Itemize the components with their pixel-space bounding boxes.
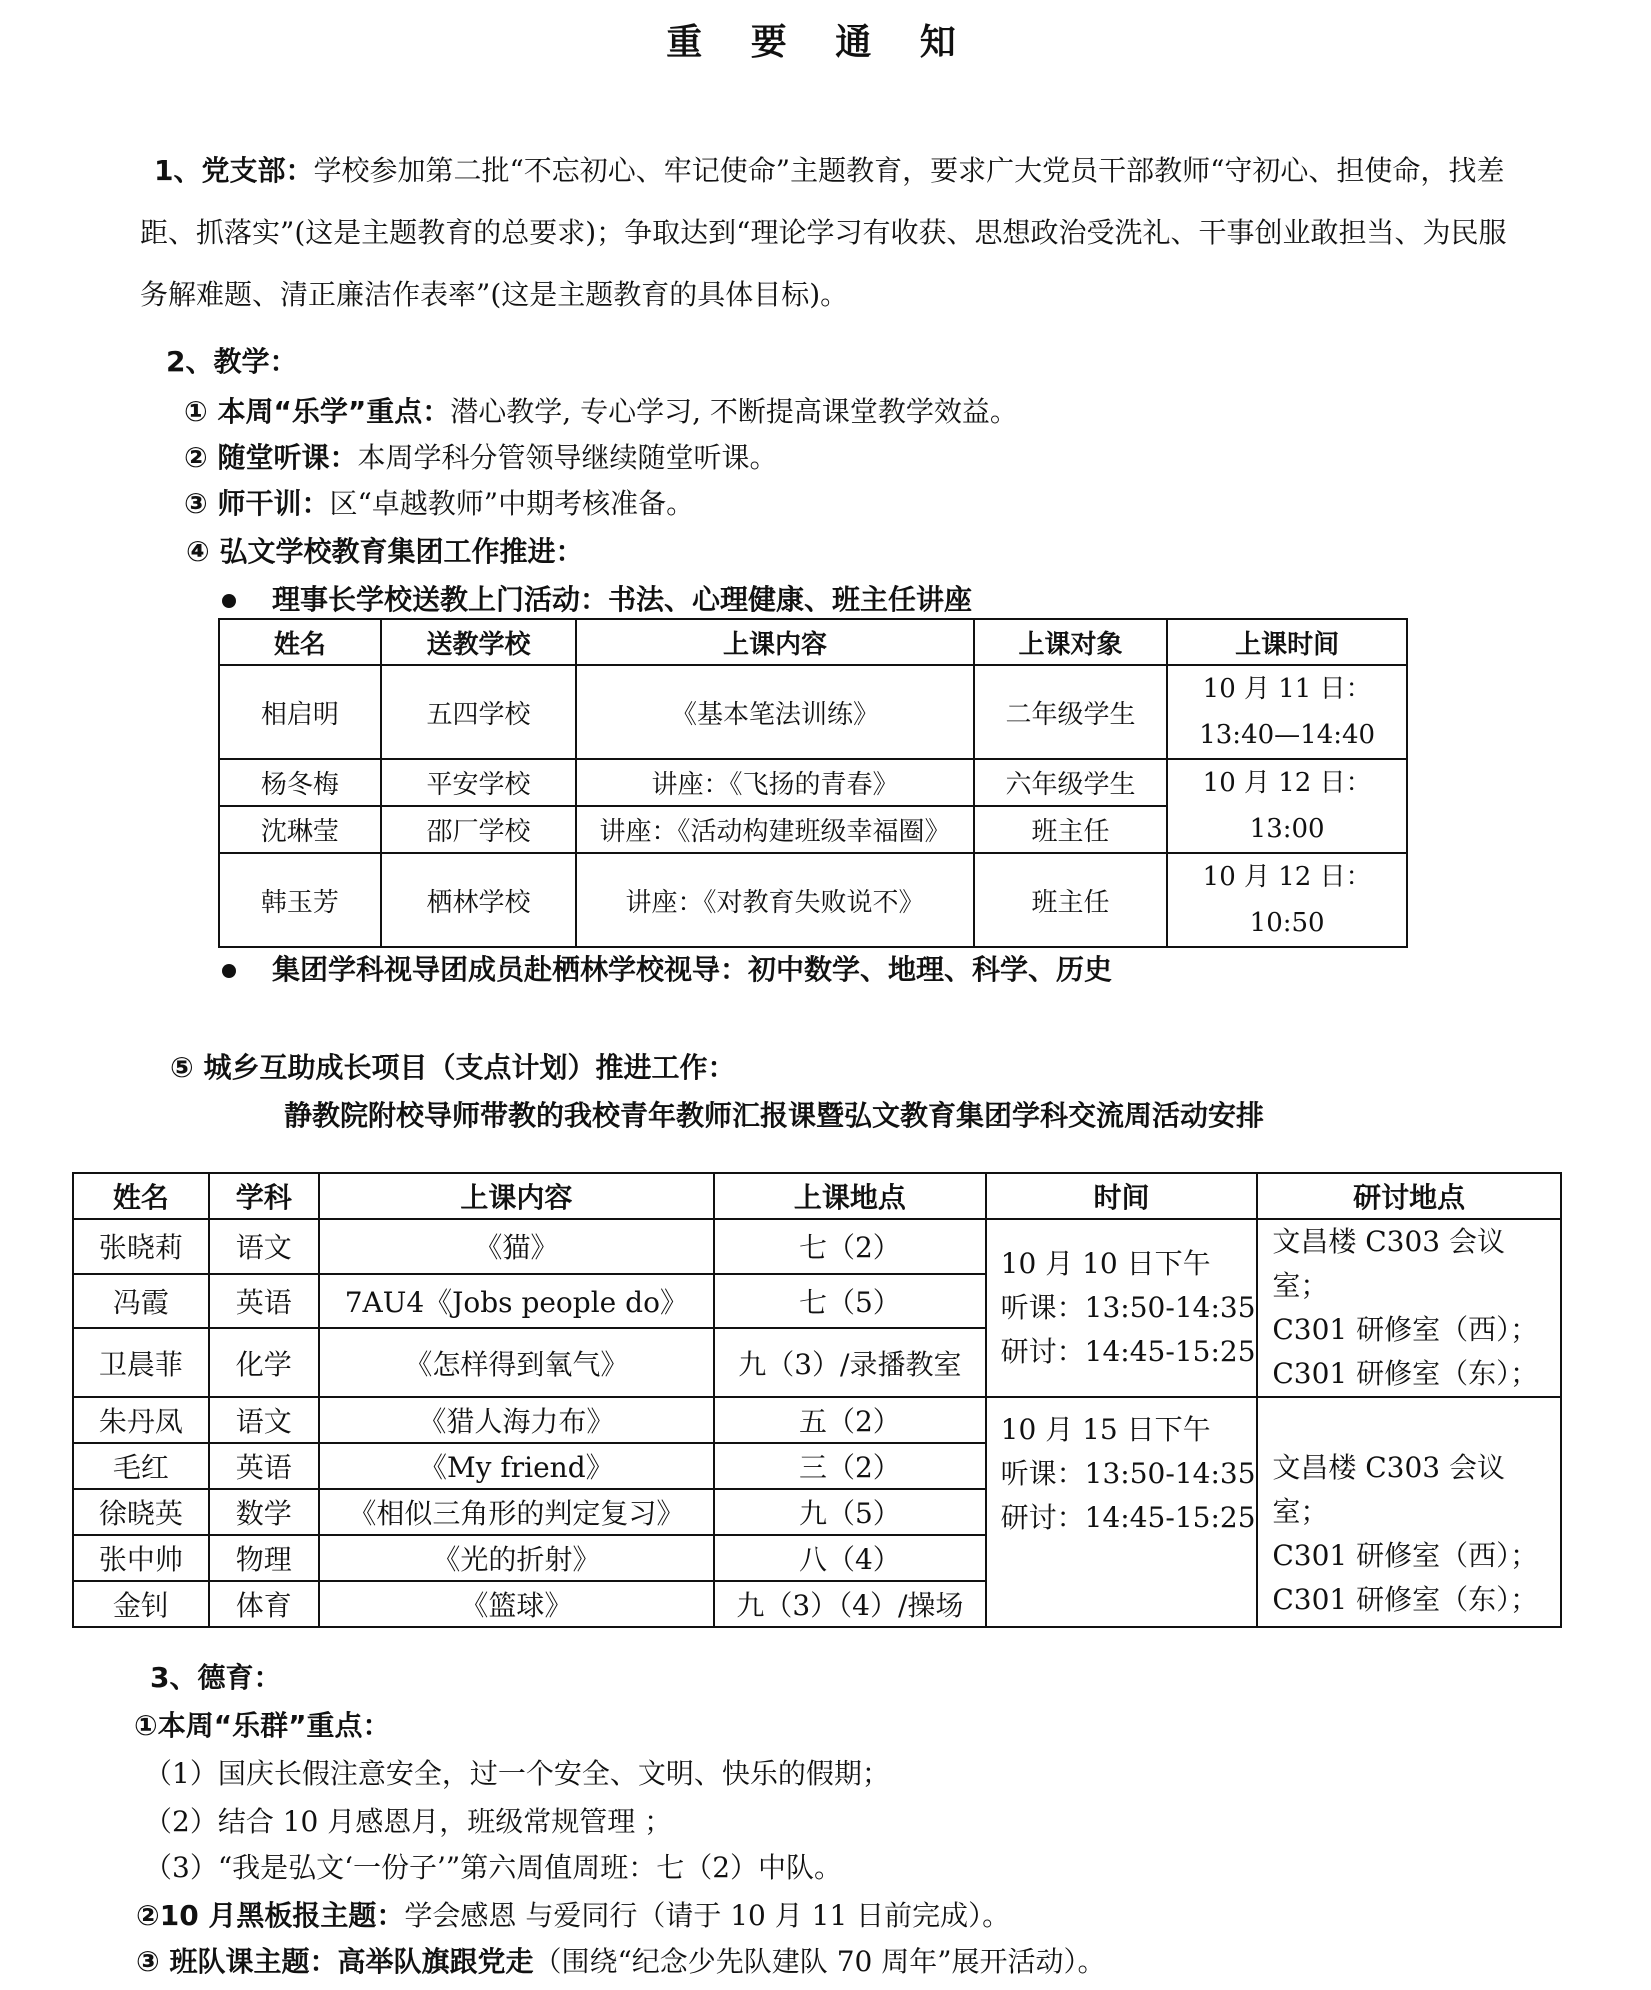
table-header: 上课内容 xyxy=(319,1173,714,1219)
table-row: 张晓莉 语文 《猫》 七（2） 10 月 10 日下午 听课：13:50-14:35 研讨：14:45-15:25 文昌楼 C303 会议室； C301 研修室（西）； C301 研修室（东）； xyxy=(73,1219,1561,1274)
section2-label: 2、教学： xyxy=(166,345,298,378)
table-header: 上课地点 xyxy=(714,1173,986,1219)
bullet-dot xyxy=(222,964,236,978)
table-row: 沈琳莹 邵厂学校 讲座：《活动构建班级幸福圈》 班主任 xyxy=(219,806,1407,853)
table-row: 卫晨菲 化学 《怎样得到氧气》 九（3）/录播教室 xyxy=(73,1328,1561,1397)
table-row: 张中帅 物理 《光的折射》 八（4） xyxy=(73,1535,1561,1581)
section3-item3: ③ 班队课主题：高举队旗跟党走（围绕“纪念少先队建队 70 周年”展开活动）。 xyxy=(136,1945,1106,1978)
page-title: 重 要 通 知 xyxy=(666,22,974,63)
section2-item4: ④ 弘文学校教育集团工作推进： xyxy=(186,535,584,568)
section3-label: 3、德育： xyxy=(150,1661,282,1694)
table-exchange-week xyxy=(72,1172,1562,1628)
table-header: 上课对象 xyxy=(974,619,1168,665)
table-row: 金钊 体育 《篮球》 九（3）（4）/操场 xyxy=(73,1581,1561,1627)
bullet-item-2: 集团学科视导团成员赴栖林学校视导：初中数学、地理、科学、历史 xyxy=(222,948,1112,988)
section2-item1: ① 本周“乐学”重点：潜心教学, 专心学习, 不断提高课堂教学效益。 xyxy=(184,395,1018,428)
table-header: 研讨地点 xyxy=(1257,1173,1561,1219)
place-cell-1: 文昌楼 C303 会议室； C301 研修室（西）； C301 研修室（东）； xyxy=(1257,1219,1561,1397)
table-row: 毛红 英语 《My friend》 三（2） xyxy=(73,1443,1561,1489)
table-sendteach xyxy=(218,618,1408,948)
section1-paragraph xyxy=(140,140,1510,326)
bullet-item-1: 理事长学校送教上门活动：书法、心理健康、班主任讲座 xyxy=(222,578,972,618)
table-row: 徐晓英 数学 《相似三角形的判定复习》 九（5） xyxy=(73,1489,1561,1535)
table-row: 相启明 五四学校 《基本笔法训练》 二年级学生 10 月 11 日： 13:40—14:40 xyxy=(219,665,1407,759)
section3-line-2: （2）结合 10 月感恩月，班级常规管理 ； xyxy=(144,1805,673,1838)
table-row: 韩玉芳 栖林学校 讲座：《对教育失败说不》 班主任 10 月 12 日： 10:50 xyxy=(219,853,1407,947)
section2-item5-subtitle: 静教院附校导师带教的我校青年教师汇报课暨弘文教育集团学科交流周活动安排 xyxy=(284,1099,1265,1132)
table-header: 时间 xyxy=(986,1173,1258,1219)
table-row: 朱丹凤 语文 《猎人海力布》 五（2） 10 月 15 日下午 听课：13:50-14:35 研讨：14:45-15:25 文昌楼 C303 会议室； C301 研修室（西）； C301 研修室（东）； xyxy=(73,1397,1561,1443)
table-row: 杨冬梅 平安学校 讲座：《飞扬的青春》 六年级学生 10 月 12 日： 13:00 xyxy=(219,759,1407,806)
section2-item3: ③ 师干训：区“卓越教师”中期考核准备。 xyxy=(184,487,695,520)
table-header: 姓名 xyxy=(73,1173,209,1219)
table-row: 冯霞 英语 7AU4《Jobs people do》 七（5） xyxy=(73,1274,1561,1329)
section2-item2: ② 随堂听课：本周学科分管领导继续随堂听课。 xyxy=(184,441,778,474)
section3-item2: ②10 月黑板报主题：学会感恩 与爱同行（请于 10 月 11 日前完成）。 xyxy=(136,1899,1011,1932)
section3-line-3: （3）“我是弘文‘一份子’”第六周值周班：七（2）中队。 xyxy=(144,1851,843,1884)
table-header: 送教学校 xyxy=(381,619,577,665)
section1-text: 学校参加第二批“不忘初心、牢记使命”主题教育，要求广大党员干部教师“守初心、担使命，找差距、抓落实”(这是主题教育的总要求)；争取达到“理论学习有收获、思想政治受洗礼、干事创业敢担当、为民服务解难题、清正廉洁作表率”(这是主题教育的具体目标)。 xyxy=(140,154,1507,311)
table-header: 上课时间 xyxy=(1167,619,1407,665)
section1-label: 1、党支部： xyxy=(154,154,314,187)
section3-item1-label: ①本周“乐群”重点： xyxy=(134,1709,391,1742)
table-header: 姓名 xyxy=(219,619,381,665)
time-cell-2: 10 月 15 日下午 听课：13:50-14:35 研讨：14:45-15:25 xyxy=(986,1397,1258,1627)
place-cell-2: 文昌楼 C303 会议室； C301 研修室（西）； C301 研修室（东）； xyxy=(1257,1397,1561,1627)
section2-item5: ⑤ 城乡互助成长项目（支点计划）推进工作： xyxy=(170,1051,736,1084)
section3-line-1: （1）国庆长假注意安全，过一个安全、文明、快乐的假期； xyxy=(144,1757,890,1790)
bullet-dot xyxy=(222,594,236,608)
table-header: 上课内容 xyxy=(576,619,973,665)
table-header: 学科 xyxy=(209,1173,319,1219)
time-cell-1: 10 月 10 日下午 听课：13:50-14:35 研讨：14:45-15:25 xyxy=(986,1219,1258,1397)
